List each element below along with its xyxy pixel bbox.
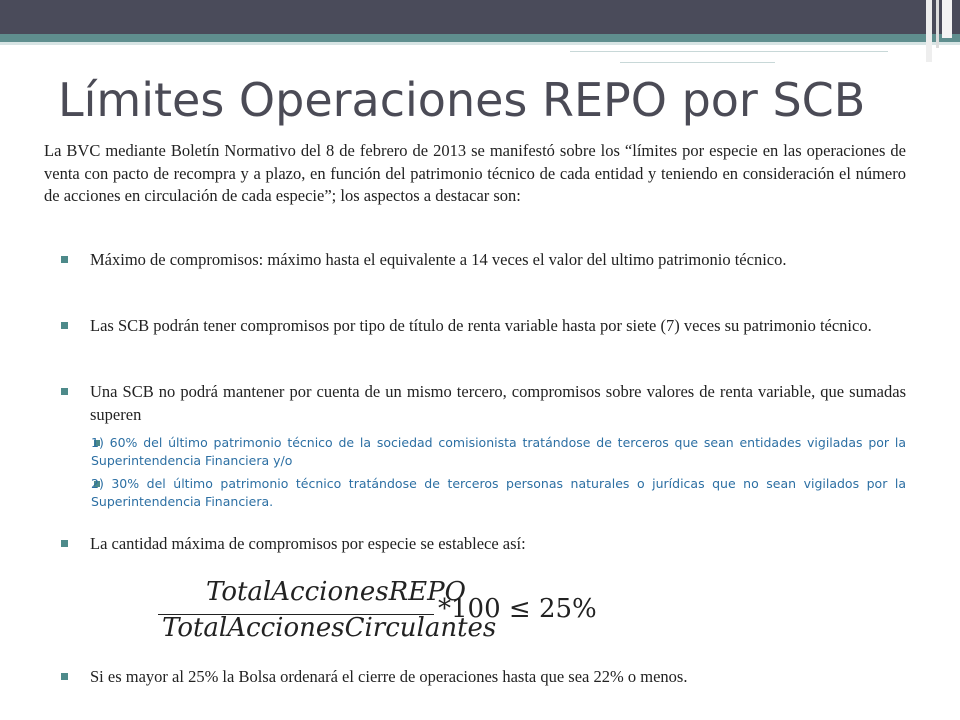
formula-multiplier-limit: *100 ≤ 25% [438, 594, 597, 624]
decorative-rule [620, 60, 775, 63]
bullet-item: Una SCB no podrá mantener por cuenta de un mismo tercero, compromisos sobre valores de renta variable, que sumadas superen [90, 382, 906, 424]
bullet-square-icon [61, 256, 68, 263]
bullet-item: Las SCB podrán tener compromisos por tipo de título de renta variable hasta por siete (7) veces su patrimonio técnico. [90, 316, 872, 335]
top-band [0, 0, 960, 34]
intro-paragraph: La BVC mediante Boletín Normativo del 8 de febrero de 2013 se manifestó sobre los “límites por especie en las operaciones de venta con pacto de recompra y a plazo, en función del patrimonio técnico de cada entidad y teniendo en consideración el número de acciones en circulación de cada especie”; los aspectos a destacar son: [44, 141, 906, 205]
bullet-square-icon [61, 540, 68, 547]
bullet-item: Si es mayor al 25% la Bolsa ordenará el cierre de operaciones hasta que sea 22% o menos. [90, 667, 688, 686]
sub-bullet-item: 1) 60% del último patrimonio técnico de la sociedad comisionista tratándose de terceros que sean entidades vigiladas por la Superintendencia Financiera y/o [91, 435, 906, 468]
decorative-bar [936, 0, 939, 48]
bullet-square-icon [61, 673, 68, 680]
formula-numerator: TotalAccionesREPO [206, 577, 466, 607]
accent-band-light [0, 42, 960, 45]
bullet-square-icon [61, 322, 68, 329]
sub-bullet-item: 2) 30% del último patrimonio técnico tratándose de terceros personas naturales o jurídicas que no sean vigilados por la Superintendencia Financiera. [91, 476, 906, 509]
decorative-bar [942, 0, 952, 38]
decorative-bar [926, 0, 932, 62]
bullet-square-icon [61, 388, 68, 395]
limit-formula [158, 577, 597, 647]
slide-title: Límites Operaciones REPO por SCB [58, 73, 866, 127]
accent-band [0, 34, 960, 42]
bullet-item: Máximo de compromisos: máximo hasta el equivalente a 14 veces el valor del ultimo patrimonio técnico. [90, 250, 787, 269]
bullet-item: La cantidad máxima de compromisos por especie se establece así: [90, 534, 526, 553]
decorative-rule [570, 48, 888, 52]
formula-denominator: TotalAccionesCirculantes [162, 613, 497, 643]
